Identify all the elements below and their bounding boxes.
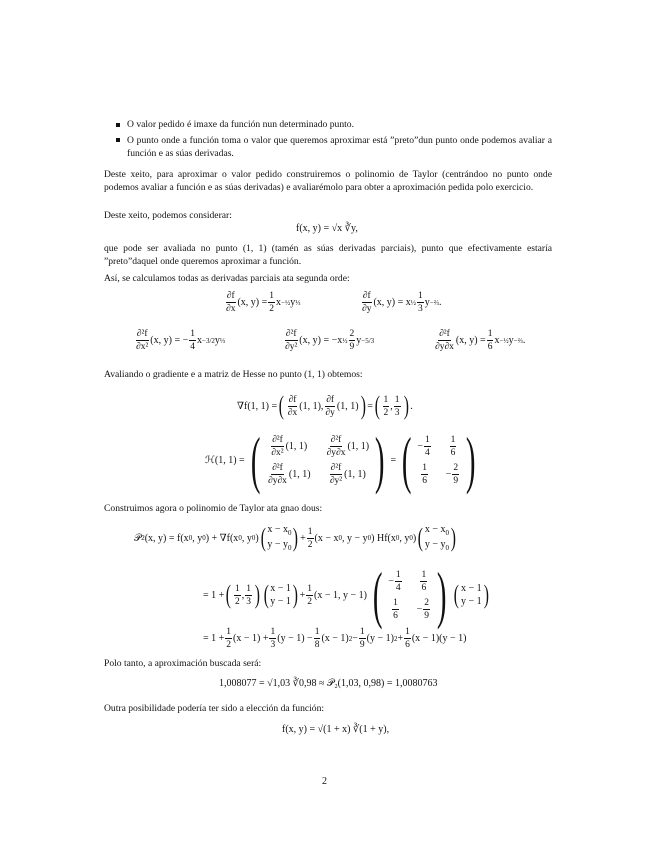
gradient-equation: ∇f(1, 1) = ( $\frac{\partial f}{\partial x}$ (1, 1), $\frac{\partial f}{\partial y}$ (1, 1) ) = ( $\frac{1}{2}$ , $\frac{1}{3}$ ) . (237, 391, 413, 420)
taylor-polynomial-substituted: = 1 + ( $\frac{1}{2}$ , $\frac{1}{3}$ ) ( x − 1 y − 1 ) + $\frac{1}{2}$ (x − 1, y − 1) ( − $\frac{1}{4}$ $\frac{1}{6}$ $\frac{1}{6}$ − $\frac{2}{9}$ ) ( x − 1 y − 1 ) (203, 559, 489, 630)
taylor-polynomial-expanded: = 1 + $\frac{1}{2}$ (x − 1) + $\frac{1}{3}$ (y − 1) − $\frac{1}{8}$ (x − 1) 2 − $\frac{1}{9}$ (y − 1) 2 + $\frac{1}{6}$ (x − 1)(y − 1) (203, 627, 467, 650)
paragraph-3: que pode ser avaliada no punto (1, 1) (tamén as súas derivadas parciais), punto que efectivamente estaría ”preto”daquel onde queremos aproximar a función. (104, 243, 552, 268)
bullet-item-1: O valor pedido é imaxe da función nun determinado punto. (127, 119, 552, 130)
paragraph-6: Construimos agora o polinomio de Taylor ata gnao dous: (104, 503, 323, 514)
approximation-result: 1,008077 = √1,03 ∛0,98 ≈ 𝒫₂(1,03, 0,98) = 1,0080763 (219, 678, 438, 689)
paragraph-1: Deste xeito, para aproximar o valor pedido construiremos o polinomio de Taylor (centrándoo no punto onde podemos avaliar a función e as súas derivadas) e avaliarémolo para obter a aproximación pedida polo exercicio. (104, 169, 552, 194)
paragraph-5: Avaliando o gradiente e a matriz de Hesse no punto (1, 1) obtemos: (104, 369, 363, 380)
alternative-function: f(x, y) = √(1 + x) ∛(1 + y), (282, 724, 390, 735)
bullet-item-2: O punto onde a función toma o valor que queremos aproximar está ”preto”dun punto onde podemos avaliar a función e as súas derivadas. (127, 135, 552, 160)
page-number: 2 (322, 776, 327, 787)
function-definition: f(x, y) = √x ∛y, (296, 223, 358, 234)
paragraph-4: Así, se calculamos todas as derivadas parciais ata segunda orde: (104, 273, 350, 284)
second-partial-xx: $\frac{\text{∂²f}}{\text{∂x²}}$ (x, y) = − $\frac{1}{4}$ x −3/2 y ⅓ (136, 329, 226, 352)
paragraph-8: Outra posibilidade podería ter sido a elección da función: (104, 703, 325, 714)
partial-derivative-x: $\frac{\partial f}{\partial x}$ (x, y) = $\frac{1}{2}$ x −½ y ⅓ (226, 291, 301, 314)
hessian-equation: ℋ(1, 1) = ( $\frac{\text{∂²f}}{\text{∂x²}}$ (1, 1) $\frac{\text{∂²f}}{\partial y\partial x}$ (1, 1) $\frac{\text{∂²f}}{\partial y\partial x}$ (1, 1) $\frac{\text{∂²f}}{\text{∂y²}}$ (1, 1) ) = ( − $\frac{1}{4}$ $\frac{1}{6}$ $\frac{1}{6}$ − $\frac{2}{9}$ ) (205, 424, 476, 495)
taylor-polynomial-definition: 𝒫 2 (x, y) = f(x 0 , y 0 ) + ∇f(x 0 , y 0 ) ( $x - x_0$ $y - y_0$ ) + $\frac{1}{2}$ (x − x 0 , y − y 0 ) Hf(x 0 , y 0 ) ( $x - x_0$ $y - y_0$ ) (134, 523, 456, 552)
second-partial-yx: $\frac{\text{∂²f}}{\partial y\partial x}$ (x, y) = $\frac{1}{6}$ x −½ y −⅔ . (435, 329, 526, 352)
partial-derivative-y: $\frac{\partial f}{\partial y}$ (x, y) = x ½ $\frac{1}{3}$ y −⅔ . (362, 291, 442, 314)
paragraph-7: Polo tanto, a aproximación buscada será: (104, 658, 262, 669)
second-partial-yy: $\frac{\text{∂²f}}{\text{∂y²}}$ (x, y) = −x ½ $\frac{2}{9}$ y −5/3 (285, 329, 375, 352)
paragraph-2: Deste xeito, podemos considerar: (104, 210, 232, 221)
